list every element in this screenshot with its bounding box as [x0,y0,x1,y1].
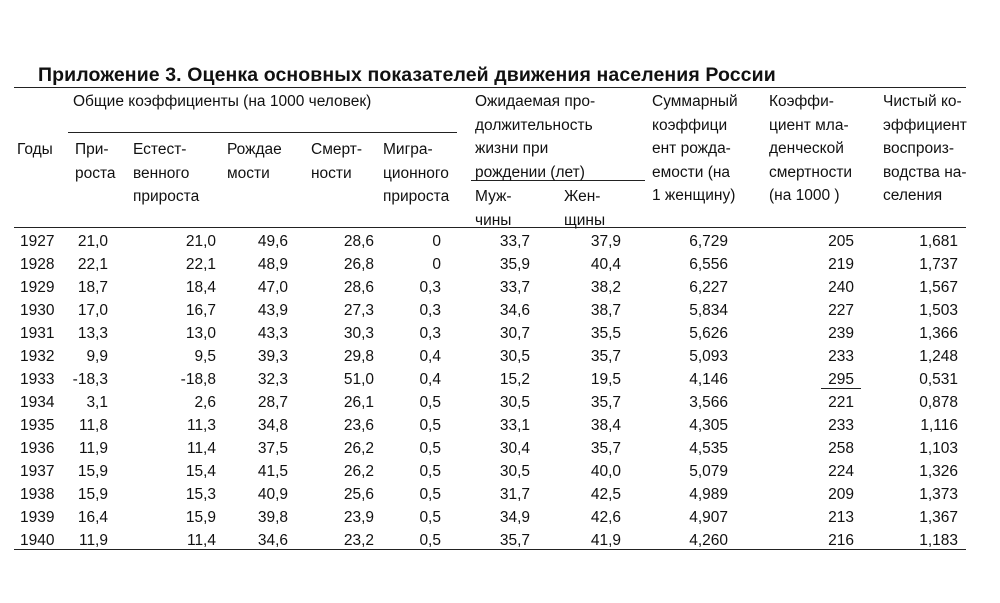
cell-nrr: 1,373 [919,486,958,503]
cell-migration: 0,3 [419,325,441,342]
cell-men: 33,7 [499,233,530,250]
cell-births: 39,8 [257,509,288,526]
cell-year: 1933 [20,371,55,388]
cell-growth: 15,9 [77,463,108,480]
cell-tfr: 4,305 [689,417,728,434]
cell-nrr: 1,326 [919,463,958,480]
cell-migration: 0,5 [419,509,441,526]
cell-women: 38,2 [590,279,621,296]
cell-women: 35,7 [590,440,621,457]
cell-natural-growth: 13,0 [185,325,216,342]
cell-deaths: 23,9 [343,509,374,526]
cell-infant-mortality: 295 [741,368,861,392]
cell-women: 35,7 [590,348,621,365]
cell-births: 32,3 [257,371,288,388]
cell-year: 1931 [20,325,55,342]
cell-men: 35,7 [499,532,530,549]
cell-migration: 0,4 [419,371,441,388]
cell-growth: 17,0 [77,302,108,319]
cell-tfr: 5,093 [689,348,728,365]
table-title: Приложение 3. Оценка основных показателей движения населения России [38,64,776,86]
cell-nrr: 1,183 [919,532,958,549]
cell-women: 42,6 [590,509,621,526]
cell-deaths: 26,2 [343,463,374,480]
header-nrr: Чистый ко- эффициент воспроиз- водства на- селения [883,93,967,204]
cell-women: 42,5 [590,486,621,503]
cell-nrr: 1,503 [919,302,958,319]
cell-women: 41,9 [590,532,621,549]
cell-infant-mortality: 227 [828,302,854,319]
cell-women: 38,4 [590,417,621,434]
header-women: Жен- щины [564,188,606,229]
cell-nrr: 0,531 [919,371,958,388]
cell-year: 1937 [20,463,55,480]
header-tfr: Суммарный коэффици ент рожда- емости (на 1 женщину) [652,93,738,204]
cell-births: 47,0 [257,279,288,296]
cell-natural-growth: 11,4 [186,440,216,457]
cell-tfr: 5,626 [689,325,728,342]
cell-migration: 0,5 [419,440,441,457]
cell-deaths: 30,3 [343,325,374,342]
cell-women: 40,0 [590,463,621,480]
cell-growth: 11,8 [78,417,108,434]
cell-migration: 0,3 [419,302,441,319]
cell-deaths: 23,6 [343,417,374,434]
cell-tfr: 4,260 [689,532,728,549]
rule-general-group [68,132,457,133]
cell-men: 30,4 [499,440,530,457]
cell-natural-growth: 21,0 [185,233,216,250]
cell-year: 1938 [20,486,55,503]
cell-births: 34,8 [257,417,288,434]
cell-natural-growth: 11,3 [186,417,216,434]
cell-tfr: 4,989 [689,486,728,503]
cell-infant-mortality: 221 [828,394,854,411]
cell-men: 15,2 [499,371,530,388]
cell-women: 19,5 [590,371,621,388]
rule-top [14,87,966,88]
cell-deaths: 26,8 [343,256,374,273]
cell-natural-growth: 15,3 [185,486,216,503]
cell-men: 30,7 [499,325,530,342]
cell-growth: 15,9 [77,486,108,503]
cell-women: 40,4 [590,256,621,273]
cell-deaths: 27,3 [343,302,374,319]
cell-births: 37,5 [257,440,288,457]
cell-year: 1939 [20,509,55,526]
cell-deaths: 23,2 [343,532,374,549]
header-life-expectancy: Ожидаемая про- должительность жизни при рождении (лет) [475,93,596,181]
cell-infant-mortality: 233 [828,417,854,434]
cell-migration: 0 [432,233,441,250]
cell-year: 1930 [20,302,55,319]
cell-births: 28,7 [257,394,288,411]
cell-growth: 13,3 [77,325,108,342]
header-growth: При- роста [75,141,116,182]
cell-deaths: 51,0 [343,371,374,388]
cell-infant-mortality: 209 [828,486,854,503]
cell-nrr: 0,878 [919,394,958,411]
cell-infant-mortality: 213 [828,509,854,526]
cell-men: 33,7 [499,279,530,296]
cell-growth: -18,3 [72,371,108,388]
cell-nrr: 1,681 [919,233,958,250]
cell-migration: 0,5 [419,463,441,480]
cell-nrr: 1,248 [919,348,958,365]
cell-men: 31,7 [499,486,530,503]
cell-infant-mortality: 240 [828,279,854,296]
cell-infant-mortality: 233 [828,348,854,365]
header-general-group: Общие коэффициенты (на 1000 человек) [73,93,372,110]
cell-women: 35,7 [590,394,621,411]
cell-deaths: 25,6 [343,486,374,503]
cell-men: 35,9 [499,256,530,273]
cell-men: 33,1 [499,417,530,434]
cell-migration: 0,5 [419,417,441,434]
cell-tfr: 6,729 [689,233,728,250]
cell-year: 1940 [20,532,55,549]
cell-men: 34,9 [499,509,530,526]
cell-natural-growth: 18,4 [185,279,216,296]
cell-deaths: 28,6 [343,233,374,250]
cell-infant-mortality: 239 [828,325,854,342]
cell-men: 30,5 [499,463,530,480]
cell-deaths: 28,6 [343,279,374,296]
cell-nrr: 1,116 [920,417,958,434]
cell-infant-mortality: 219 [828,256,854,273]
cell-births: 39,3 [257,348,288,365]
cell-natural-growth: -18,8 [180,371,216,388]
cell-year: 1927 [20,233,55,250]
cell-women: 37,9 [590,233,621,250]
cell-births: 41,5 [257,463,288,480]
cell-growth: 16,4 [77,509,108,526]
cell-births: 43,9 [257,302,288,319]
cell-migration: 0,3 [419,279,441,296]
header-years: Годы [17,141,53,158]
cell-tfr: 4,535 [689,440,728,457]
cell-tfr: 5,079 [689,463,728,480]
cell-nrr: 1,366 [919,325,958,342]
cell-natural-growth: 9,5 [194,348,216,365]
cell-tfr: 5,834 [689,302,728,319]
cell-growth: 22,1 [77,256,108,273]
cell-year: 1935 [20,417,55,434]
cell-growth: 9,9 [86,348,108,365]
cell-nrr: 1,737 [919,256,958,273]
header-men: Муж- чины [475,188,512,229]
cell-growth: 18,7 [77,279,108,296]
cell-migration: 0,5 [419,394,441,411]
header-deaths: Смерт- ности [311,141,363,182]
cell-tfr: 6,227 [689,279,728,296]
cell-men: 34,6 [499,302,530,319]
cell-nrr: 1,567 [919,279,958,296]
cell-nrr: 1,367 [919,509,958,526]
cell-deaths: 29,8 [343,348,374,365]
cell-women: 38,7 [590,302,621,319]
cell-migration: 0,4 [419,348,441,365]
header-infant-mortality: Коэффи- циент мла- денческой смертности (на 1000 ) [769,93,853,204]
cell-deaths: 26,2 [343,440,374,457]
cell-births: 43,3 [257,325,288,342]
cell-tfr: 4,146 [689,371,728,388]
cell-growth: 3,1 [86,394,108,411]
cell-deaths: 26,1 [343,394,374,411]
cell-migration: 0,5 [419,486,441,503]
cell-infant-mortality: 216 [828,532,854,549]
cell-year: 1936 [20,440,55,457]
cell-natural-growth: 15,9 [185,509,216,526]
cell-births: 48,9 [257,256,288,273]
cell-growth: 11,9 [78,440,108,457]
cell-infant-mortality: 205 [828,233,854,250]
cell-natural-growth: 2,6 [194,394,216,411]
cell-tfr: 4,907 [689,509,728,526]
header-births: Рождае мости [227,141,282,182]
cell-infant-mortality: 224 [828,463,854,480]
cell-migration: 0 [432,256,441,273]
cell-tfr: 6,556 [689,256,728,273]
cell-births: 49,6 [257,233,288,250]
cell-year: 1934 [20,394,55,411]
cell-growth: 21,0 [77,233,108,250]
cell-births: 34,6 [257,532,288,549]
cell-nrr: 1,103 [919,440,958,457]
cell-growth: 11,9 [78,532,108,549]
cell-tfr: 3,566 [689,394,728,411]
cell-year: 1929 [20,279,55,296]
cell-men: 30,5 [499,394,530,411]
cell-natural-growth: 11,4 [186,532,216,549]
cell-births: 40,9 [257,486,288,503]
cell-natural-growth: 22,1 [185,256,216,273]
cell-natural-growth: 16,7 [185,302,216,319]
header-migration: Мигра- ционного прироста [383,141,450,205]
cell-year: 1928 [20,256,55,273]
cell-year: 1932 [20,348,55,365]
cell-natural-growth: 15,4 [185,463,216,480]
cell-migration: 0,5 [419,532,441,549]
cell-women: 35,5 [590,325,621,342]
header-natural-growth: Естест- венного прироста [133,141,200,205]
cell-men: 30,5 [499,348,530,365]
cell-infant-mortality: 258 [828,440,854,457]
